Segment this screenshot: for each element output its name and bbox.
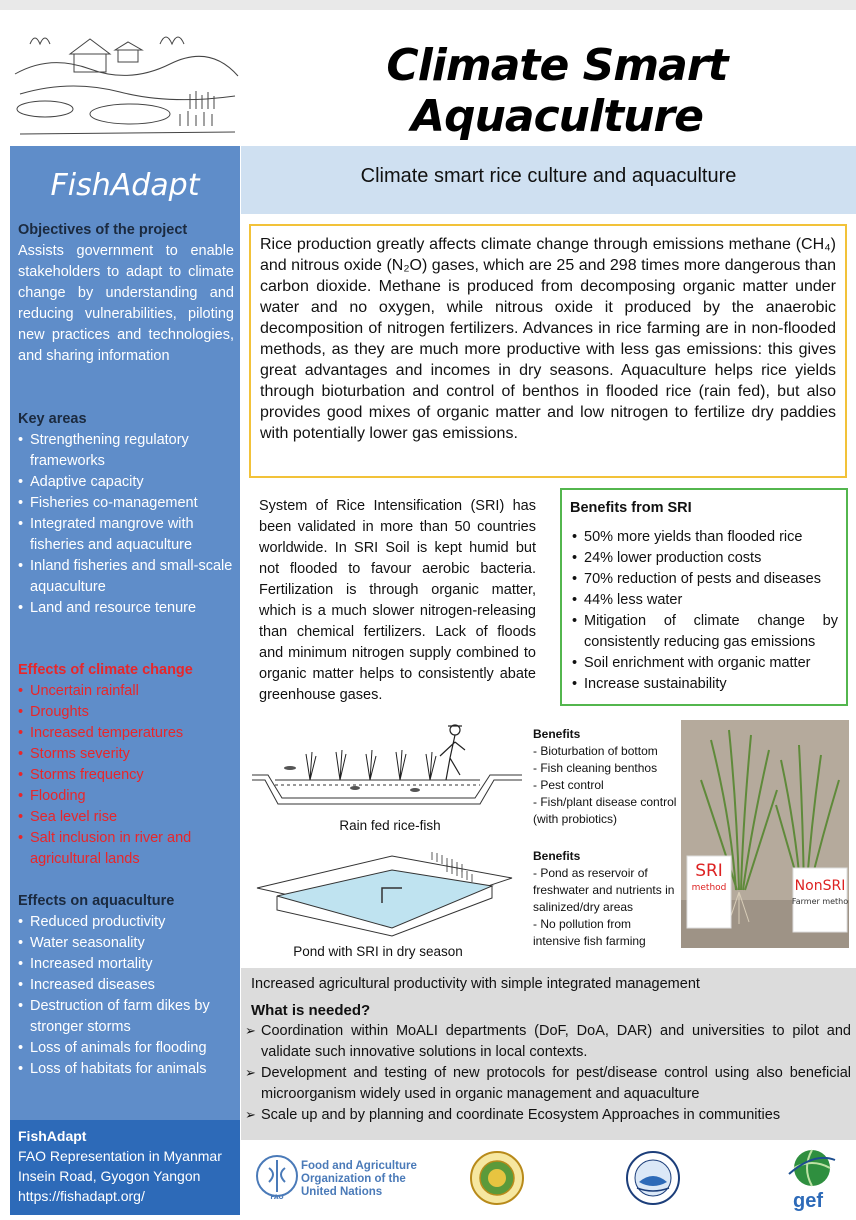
sign-nonsri: NonSRI [794,878,846,894]
needed-heading: What is needed? [251,1002,371,1019]
list-item: • 70% reduction of pests and diseases [570,569,838,590]
fao-line: United Nations [301,1186,383,1198]
list-item: • Soil enrichment with organic matter [570,653,838,674]
footer-line: Insein Road, Gyogon Yangon [18,1168,201,1184]
rice-comparison-photo [681,720,849,948]
benefit-item: - No pollution from intensive fish farming [533,917,646,948]
key-areas-heading: Key areas [18,411,87,427]
list-item: ➢ Development and testing of new protocols for pest/disease control using also beneficial microorganism widely used in organic management and aquaculture [245,1063,851,1105]
list-item: • Inland fisheries and small-scale aquaculture [18,556,234,598]
fao-line: Organization of the [301,1173,406,1185]
pond-benefits [533,848,678,950]
list-item: • Reduced productivity [18,912,234,933]
needed-intro-line: Increased agricultural productivity with simple integrated management [251,976,700,992]
aquaculture-effects-section [18,891,234,1080]
footer-line: FAO Representation in Myanmar [18,1148,222,1164]
benefit-item: - Fish cleaning benthos [533,761,658,775]
rice-fish-illustration [250,720,525,810]
list-item: • Increase sustainability [570,674,838,695]
partner-logos [241,1140,856,1220]
pond-caption: Pond with SRI in dry season [293,944,463,959]
list-item: • Adaptive capacity [18,472,234,493]
list-item: • 24% lower production costs [570,548,838,569]
sign-nonsri-sub: Farmer metho [791,897,849,906]
brand-title: FishAdapt [50,168,200,203]
poster-title: Climate Smart Aquaculture [386,40,728,142]
sri-paragraph: System of Rice Intensification (SRI) has been validated in more than 50 countries worldwide. In SRI Soil is kept humid but not flooded to favour aerobic bacteria. Fertilization is through organic matter, which is a much slower nitrogen-releasing than chemical fertilizers. Lack of floods and minimum nitrogen supply combined to organic matter helps to consistently abate greenhouse gases. [259,498,536,703]
sign-sri: SRI [695,861,723,881]
list-item: • Increased diseases [18,975,234,996]
list-item: • Integrated mangrove with fisheries and aquaculture [18,514,234,556]
fao-line: Food and Agriculture [301,1160,417,1172]
ministry-seal-icon [469,1150,525,1206]
key-areas-list [18,430,234,619]
rice-fish-caption: Rain fed rice-fish [339,818,441,833]
sri-benefits-list [570,527,838,695]
key-areas-section [18,409,234,619]
benefits-heading: Benefits [533,727,581,741]
list-item: • Uncertain rainfall [18,681,234,702]
list-item: • Destruction of farm dikes by stronger storms [18,996,234,1038]
list-item: • Storms severity [18,744,234,765]
benefit-item: - Fish/plant disease control (with probiotics) [533,795,677,826]
sri-benefits-box [560,488,848,706]
top-border [0,0,856,10]
aquaculture-effects-list [18,912,234,1080]
objectives-heading: Objectives of the project [18,222,188,238]
list-item: • 44% less water [570,590,838,611]
sign-sri-sub: method [691,883,727,893]
gef-globe-icon [787,1146,837,1190]
footer-title: FishAdapt [18,1128,87,1144]
list-item: • Land and resource tenure [18,598,234,619]
list-item: • Increased temperatures [18,723,234,744]
pond-illustration [252,848,522,938]
section-subheading: Climate smart rice culture and aquaculture [241,146,856,214]
list-item: • Storms frequency [18,765,234,786]
climate-effects-heading: Effects of climate change [18,662,193,678]
list-item: • Droughts [18,702,234,723]
list-item: ➢ Coordination within MoALI departments (DoF, DoA, DAR) and universities to pilot and validate such innovative solutions in local contexts. [245,1021,851,1063]
needed-list [245,1021,851,1126]
footer-url[interactable]: https://fishadapt.org/ [18,1188,145,1204]
list-item: • Increased mortality [18,954,234,975]
gef-logo-text: gef [793,1190,823,1212]
list-item: • Sea level rise [18,807,234,828]
list-item: • Water seasonality [18,933,234,954]
farm-sketch-illustration [10,14,242,142]
list-item: • 50% more yields than flooded rice [570,527,838,548]
benefit-item: - Pond as reservoir of freshwater and nutrients in salinized/dry areas [533,866,675,914]
rice-fish-benefits [533,726,678,828]
rice-plants-image [681,720,849,948]
list-item: • Loss of habitats for animals [18,1059,234,1080]
fao-logo-icon [255,1152,299,1202]
list-item: • Salt inclusion in river and agricultural lands [18,828,234,870]
list-item: • Strengthening regulatory frameworks [18,430,234,472]
fao-logo-text [301,1160,417,1199]
climate-effects-list [18,681,234,870]
intro-textbox: Rice production greatly affects climate change through emissions methane (CH₄) and nitrous oxide (N₂O) gases, which are 25 and 298 times more dangerous than carbon dioxide. Methane is produced from decomposing organic matter under water and no oxygen, while nitrous oxide it produced by the anaerobic decomposition of nitrogen fertilizers. Advances in rice farming are in non-flooded methods, as they are much more productive with less gas emissions: this gives great advantages and incomes in dry seasons. Aquaculture helps rice yields through bioturbation and control of benthos in flooded rice (rain fed), but also provides good mixes of organic matter and low nitrogen to fertilize dry paddies with potentially lower gas emissions. [249,224,847,478]
objectives-section [18,220,234,367]
aquaculture-effects-heading: Effects on aquaculture [18,893,175,909]
fao-mark: FAO [270,1194,284,1201]
sri-benefits-heading: Benefits from SRI [570,500,692,516]
objectives-text: Assists government to enable stakeholders to adapt to climate change by understanding and reducing vulnerabilities, piloting new practices and technologies, and sharing information [18,243,234,364]
list-item: ➢ Scale up and by planning and coordinate Ecosystem Approaches in communities [245,1105,851,1126]
climate-effects-section [18,660,234,870]
list-item: • Mitigation of climate change by consistently reducing gas emissions [570,611,838,653]
list-item: • Loss of animals for flooding [18,1038,234,1059]
fisheries-department-seal-icon [625,1150,681,1206]
benefits-heading: Benefits [533,849,581,863]
list-item: • Flooding [18,786,234,807]
contact-footer [10,1120,240,1215]
list-item: • Fisheries co-management [18,493,234,514]
benefit-item: - Pest control [533,778,604,792]
benefit-item: - Bioturbation of bottom [533,744,658,758]
sidebar [10,146,240,1120]
